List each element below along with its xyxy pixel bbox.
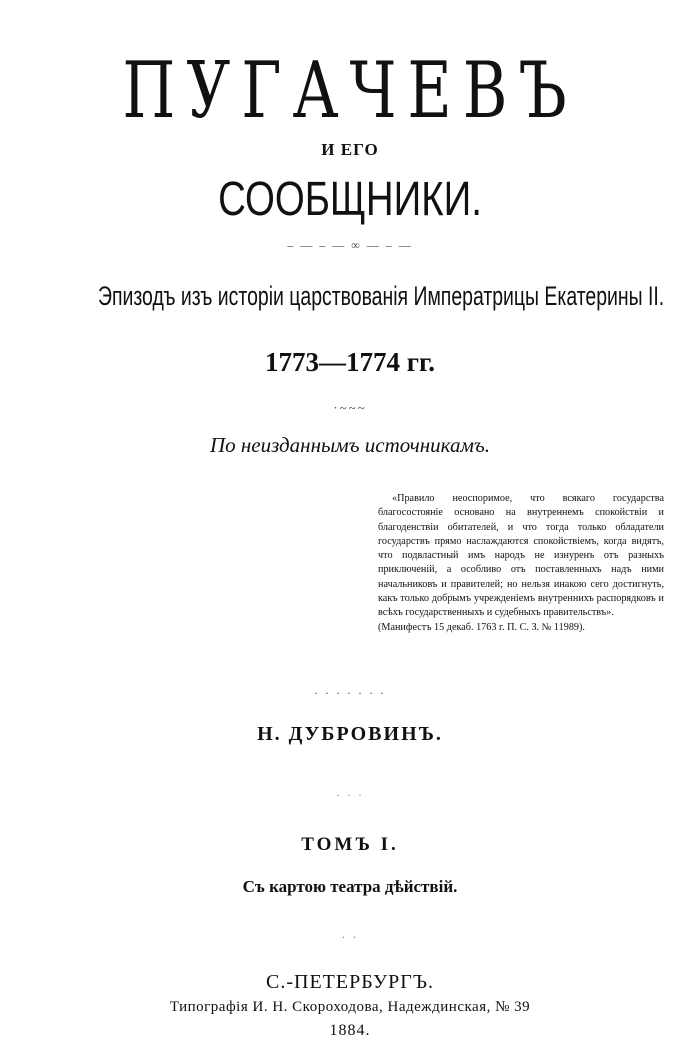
ornament-divider: · · [341, 930, 359, 944]
epigraph-citation: (Манифестъ 15 декаб. 1763 г. П. С. З. № 11989). [378, 621, 585, 633]
title-conjunction: И ЕГО [321, 140, 379, 159]
book-title-continuation: СООБЩНИКИ. [218, 173, 482, 226]
epigraph [378, 492, 664, 635]
imprint-city: С.-ПЕТЕРБУРГЪ. [266, 971, 434, 993]
author-name: Н. ДУБРОВИНЪ. [257, 723, 443, 745]
ornament-divider: · · · [336, 788, 364, 802]
imprint-printer: Типографія И. Н. Скороходова, Надеждинская, № 39 [169, 999, 531, 1015]
imprint-year: 1884. [329, 1022, 371, 1039]
ornament-divider: · · · · · · · [314, 686, 386, 700]
book-title: ПУГАЧЕВЪ [122, 46, 578, 136]
ornament-divider: – — – — ∞ — – — [287, 238, 413, 252]
book-subtitle: Эпизодъ изъ исторіи царствованія Императрицы Екатерины II. [97, 281, 665, 311]
years-range: 1773—1774 гг. [265, 347, 435, 377]
ornament-divider: ·~~~ [333, 400, 367, 415]
epigraph-text: «Правило неоспоримое, что всякаго государства благосостояніе основано на внутреннемъ спокойствіи и благоденствіи обитателей, и что тогда только обладатели государствъ прямо наслаждаются спокойствіемъ, когда видятъ, что подвластный имъ народъ не изнуренъ отъ разныхъ приключеній, а особливо отъ поставленныхъ надъ ними начальниковъ и правителей; но нельзя инакою сего достигнуть, какъ только добрымъ учрежденіемъ внутреннихъ распорядковъ и всѣхъ государственныхъ и судебныхъ правительствъ». [378, 493, 664, 619]
sources-note: По неизданнымъ источникамъ. [209, 433, 491, 457]
volume-number: ТОМЪ I. [301, 834, 399, 855]
map-note: Съ картою театра дѣйствій. [242, 877, 458, 896]
